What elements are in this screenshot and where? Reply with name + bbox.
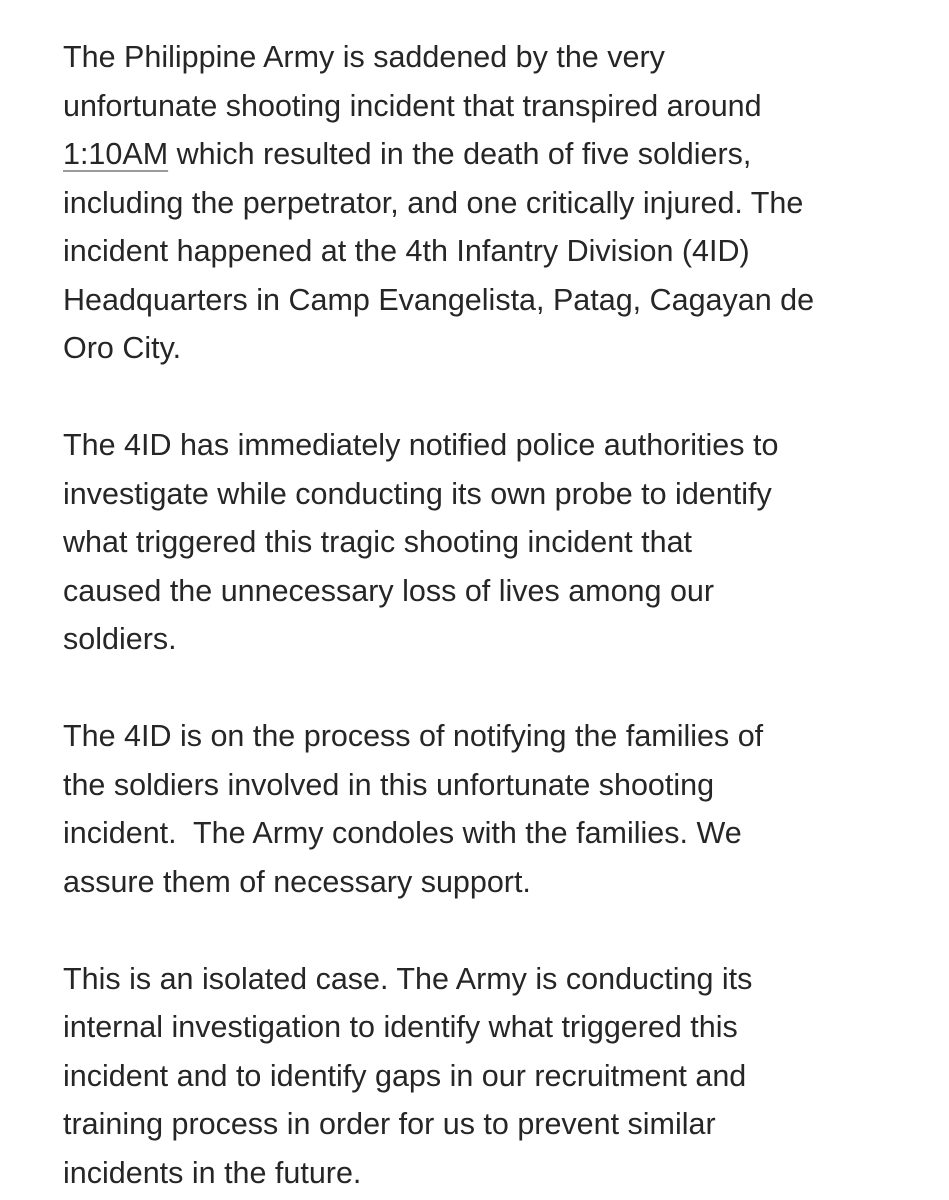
paragraph-isolated-case: This is an isolated case. The Army is conducting its internal investigation to identify what triggered this incident and to identify gaps in our recruitment and training process in order for us to prevent similar incidents in the future. xyxy=(63,961,753,1190)
paragraph-incident-text-end: which resulted in the death of five soldiers, including the perpetrator, and one critically injured. The incident happened at the 4th Infantry Division (4ID) Headquarters in Camp Evangelista, Patag, Cagayan de Oro City. xyxy=(63,137,815,365)
paragraph-incident xyxy=(63,33,943,373)
paragraph-families: The 4ID is on the process of notifying the families of the soldiers involved in this unfortunate shooting incident. The Army condoles with the families. We assure them of necessary support. xyxy=(63,719,764,899)
paragraph-incident-text-start: The Philippine Army is saddened by the very unfortunate shooting incident that transpired around xyxy=(63,40,762,123)
paragraph-investigation: The 4ID has immediately notified police authorities to investigate while conducting its own probe to identify what triggered this tragic shooting incident that caused the unnecessary loss of lives among our soldiers. xyxy=(63,428,779,656)
note-body xyxy=(63,33,943,1197)
time-link[interactable]: 1:10AM xyxy=(63,137,169,171)
